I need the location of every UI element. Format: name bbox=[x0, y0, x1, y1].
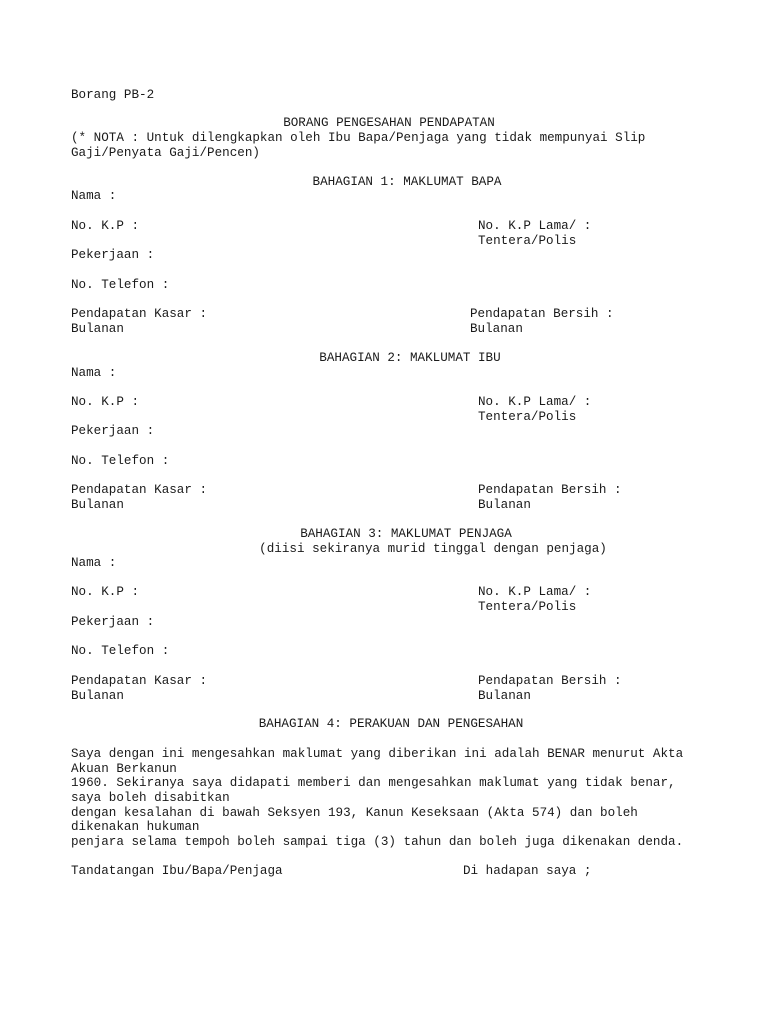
s2-kasar-bulanan: Bulanan bbox=[71, 498, 124, 512]
s2-bersih-label: Pendapatan Bersih : bbox=[478, 483, 622, 497]
signature-witness-label: Di hadapan saya ; bbox=[463, 864, 592, 878]
declaration-line: saya boleh disabitkan bbox=[71, 791, 230, 805]
s1-kasar-bulanan: Bulanan bbox=[71, 322, 124, 336]
declaration-line: dengan kesalahan di bawah Seksyen 193, Kanun Keseksaan (Akta 574) dan boleh bbox=[71, 806, 638, 820]
s2-tentera-polis-label: Tentera/Polis bbox=[478, 410, 577, 424]
section-3-heading: BAHAGIAN 3: MAKLUMAT PENJAGA bbox=[300, 527, 512, 541]
declaration-line: Akuan Berkanun bbox=[71, 762, 177, 776]
s1-nokp-lama-label: No. K.P Lama/ : bbox=[478, 219, 592, 233]
s1-nokp-label: No. K.P : bbox=[71, 219, 140, 233]
s2-nokp-lama-label: No. K.P Lama/ : bbox=[478, 395, 592, 409]
nota-line-2: Gaji/Penyata Gaji/Pencen) bbox=[71, 146, 260, 160]
form-code: Borang PB-2 bbox=[71, 88, 155, 102]
s3-bersih-bulanan: Bulanan bbox=[478, 689, 531, 703]
declaration-line: dikenakan hukuman bbox=[71, 820, 200, 834]
s1-bersih-bulanan: Bulanan bbox=[470, 322, 523, 336]
s2-nama-label: Nama : bbox=[71, 366, 117, 380]
declaration-line: 1960. Sekiranya saya didapati memberi dan mengesahkan maklumat yang tidak benar, bbox=[71, 776, 676, 790]
nota-line-1: (* NOTA : Untuk dilengkapkan oleh Ibu Bapa/Penjaga yang tidak mempunyai Slip bbox=[71, 131, 646, 145]
section-1-heading: BAHAGIAN 1: MAKLUMAT BAPA bbox=[312, 175, 502, 189]
section-3-subheading: (diisi sekiranya murid tinggal dengan penjaga) bbox=[259, 542, 607, 556]
s3-tentera-polis-label: Tentera/Polis bbox=[478, 600, 577, 614]
declaration-line: penjara selama tempoh boleh sampai tiga (3) tahun dan boleh juga dikenakan denda. bbox=[71, 835, 684, 849]
s3-nokp-lama-label: No. K.P Lama/ : bbox=[478, 585, 592, 599]
s1-kasar-label: Pendapatan Kasar : bbox=[71, 307, 208, 321]
form-title: BORANG PENGESAHAN PENDAPATAN bbox=[283, 116, 495, 130]
s3-telefon-label: No. Telefon : bbox=[71, 644, 170, 658]
section-4-heading: BAHAGIAN 4: PERAKUAN DAN PENGESAHAN bbox=[258, 717, 524, 731]
s3-kasar-bulanan: Bulanan bbox=[71, 689, 124, 703]
s3-pekerjaan-label: Pekerjaan : bbox=[71, 615, 155, 629]
s1-nama-label: Nama : bbox=[71, 189, 117, 203]
s2-kasar-label: Pendapatan Kasar : bbox=[71, 483, 208, 497]
s3-bersih-label: Pendapatan Bersih : bbox=[478, 674, 622, 688]
s2-nokp-label: No. K.P : bbox=[71, 395, 140, 409]
declaration-line: Saya dengan ini mengesahkan maklumat yang diberikan ini adalah BENAR menurut Akta bbox=[71, 747, 684, 761]
s3-kasar-label: Pendapatan Kasar : bbox=[71, 674, 208, 688]
s1-telefon-label: No. Telefon : bbox=[71, 278, 170, 292]
s3-nama-label: Nama : bbox=[71, 556, 117, 570]
section-2-heading: BAHAGIAN 2: MAKLUMAT IBU bbox=[319, 351, 501, 365]
s2-bersih-bulanan: Bulanan bbox=[478, 498, 531, 512]
signature-parent-label: Tandatangan Ibu/Bapa/Penjaga bbox=[71, 864, 283, 878]
s2-telefon-label: No. Telefon : bbox=[71, 454, 170, 468]
s1-pekerjaan-label: Pekerjaan : bbox=[71, 248, 155, 262]
s2-pekerjaan-label: Pekerjaan : bbox=[71, 424, 155, 438]
s1-bersih-label: Pendapatan Bersih : bbox=[470, 307, 614, 321]
s1-tentera-polis-label: Tentera/Polis bbox=[478, 234, 577, 248]
s3-nokp-label: No. K.P : bbox=[71, 585, 140, 599]
